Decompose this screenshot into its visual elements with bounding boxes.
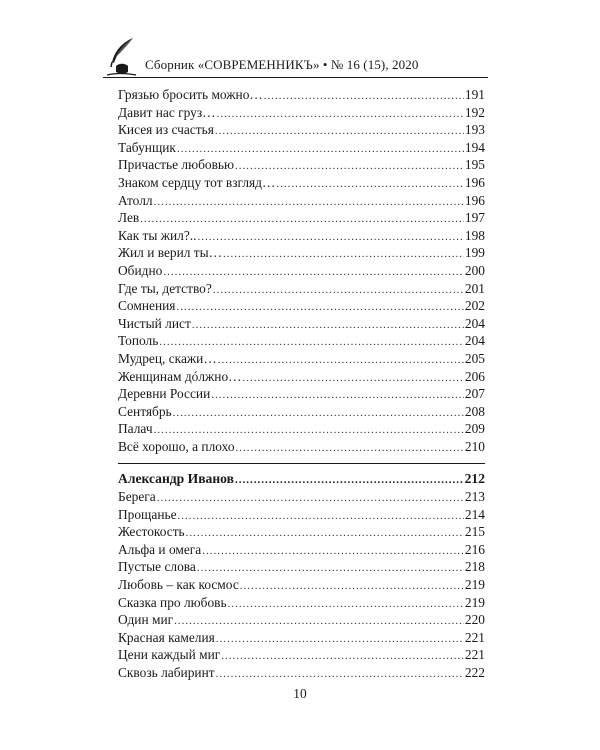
quill-inkwell-icon	[103, 36, 139, 76]
toc-entry-page: 218	[464, 559, 485, 575]
toc-entry-title: Пустые слова	[118, 559, 196, 575]
toc-entry-title: Сквозь лабиринт	[118, 665, 215, 680]
toc-entry-title: Атолл	[118, 192, 153, 208]
toc-entry-title: Любовь – как космос	[118, 577, 239, 593]
dot-leader	[157, 490, 464, 508]
dot-leader	[174, 613, 464, 631]
toc-entry-page: 221	[464, 647, 485, 663]
toc-entry[interactable]	[118, 664, 485, 682]
toc-entry-title: Жестокость	[118, 524, 185, 540]
toc-entry-title: Табунщик	[118, 139, 176, 155]
toc-entry-title: Грязью бросить можно…	[118, 87, 263, 102]
toc-entry[interactable]	[118, 209, 485, 227]
toc-entry-title: Где ты, детство?	[118, 280, 212, 296]
toc-entry-title: Цени каждый миг	[118, 647, 221, 663]
dot-leader	[211, 387, 464, 405]
toc-entry-page: 204	[464, 315, 485, 331]
toc-entry-page: 195	[464, 157, 485, 173]
toc-entry[interactable]	[118, 420, 485, 438]
toc-entry-title: Один миг	[118, 612, 174, 628]
toc-entry-page: 192	[464, 104, 485, 120]
dot-leader	[213, 282, 464, 300]
dot-leader	[202, 543, 464, 561]
toc-entry-page: 193	[464, 122, 485, 138]
dot-leader	[221, 648, 464, 666]
toc-entry-page: 196	[464, 174, 485, 190]
toc-entry-title: Обидно	[118, 262, 163, 278]
toc-entry-title: Сомнения	[118, 298, 176, 314]
toc-entry-page: 196	[464, 192, 485, 208]
dot-leader	[243, 370, 464, 388]
dot-leader	[217, 106, 464, 124]
toc-entry-title: Деревни России	[118, 386, 211, 402]
toc-entry-page: 208	[464, 403, 485, 419]
dot-leader	[235, 472, 464, 490]
toc-entry[interactable]	[118, 121, 485, 139]
toc-entry[interactable]	[118, 227, 485, 245]
toc-entry-page: 210	[464, 438, 485, 454]
dot-leader	[192, 317, 464, 335]
toc-entry-page: 200	[464, 262, 485, 278]
toc-entry-title: Берега	[118, 489, 156, 505]
dot-leader	[173, 405, 464, 423]
toc-entry-title: Прощанье	[118, 506, 177, 522]
toc-entry[interactable]	[118, 403, 485, 421]
toc-entry[interactable]	[118, 438, 485, 456]
toc-entry-page: 216	[464, 541, 485, 557]
toc-entry-title: Давит нас груз…	[118, 104, 216, 120]
dot-leader	[228, 596, 464, 614]
toc-entry[interactable]	[118, 541, 485, 559]
dot-leader	[223, 246, 464, 264]
toc-entry[interactable]	[118, 139, 485, 157]
toc-entry[interactable]	[118, 488, 485, 506]
toc-entry-page: 214	[464, 506, 485, 522]
toc-entry-page: 221	[464, 629, 485, 645]
toc-entry-title: Красная камелия	[118, 629, 215, 645]
toc-section-2	[118, 488, 485, 682]
dot-leader	[216, 666, 464, 684]
toc-entry-page: 199	[464, 245, 485, 261]
toc-entry-page: 201	[464, 280, 485, 296]
toc-entry-title: Лев	[118, 210, 140, 226]
table-of-contents	[118, 86, 485, 682]
toc-entry-page: 198	[464, 227, 485, 243]
toc-entry-page: 209	[464, 421, 485, 437]
toc-entry-page: 197	[464, 210, 485, 226]
toc-entry-page: 219	[464, 594, 485, 610]
page-number: 10	[293, 686, 307, 701]
author-name: Александр Иванов	[118, 471, 234, 487]
toc-entry[interactable]	[118, 350, 485, 368]
toc-entry-title: Как ты жил?..	[118, 227, 197, 243]
toc-entry[interactable]	[118, 332, 485, 350]
toc-entry-title: Знаком сердцу тот взгляд…	[118, 174, 276, 190]
toc-entry[interactable]	[118, 262, 485, 280]
toc-entry[interactable]	[118, 280, 485, 298]
toc-entry-title: Альфа и омега	[118, 541, 202, 557]
toc-entry[interactable]	[118, 192, 485, 210]
header-rule	[103, 77, 488, 78]
toc-entry-page: 215	[464, 524, 485, 540]
toc-entry-page: 222	[464, 665, 485, 680]
dot-leader	[154, 194, 464, 212]
toc-entry[interactable]	[118, 576, 485, 594]
section-divider	[118, 463, 485, 464]
dot-leader	[276, 176, 464, 194]
toc-entry-page: 213	[464, 489, 485, 505]
toc-entry[interactable]	[118, 315, 485, 333]
toc-entry[interactable]	[118, 385, 485, 403]
toc-entry-title: Причастье любовью	[118, 157, 235, 173]
toc-entry-page: 194	[464, 139, 485, 155]
dot-leader	[198, 229, 464, 247]
toc-entry-title: Мудрец, скажи…	[118, 350, 217, 366]
toc-entry[interactable]	[118, 104, 485, 122]
dot-leader	[264, 88, 464, 106]
toc-entry-title: Сказка про любовь	[118, 594, 227, 610]
toc-entry-page: 220	[464, 612, 485, 628]
running-header	[103, 36, 488, 78]
toc-entry-page: 207	[464, 386, 485, 402]
toc-entry-title: Жил и верил ты…	[118, 245, 223, 261]
toc-entry[interactable]	[118, 629, 485, 647]
toc-entry[interactable]	[118, 174, 485, 192]
toc-entry[interactable]	[118, 646, 485, 664]
toc-entry-page: 204	[464, 333, 485, 349]
toc-entry-title: Тополь	[118, 333, 159, 349]
dot-leader	[178, 508, 464, 526]
toc-entry[interactable]	[118, 611, 485, 629]
dot-leader	[216, 631, 464, 649]
dot-leader	[186, 525, 464, 543]
dot-leader	[236, 440, 464, 458]
toc-entry[interactable]	[118, 297, 485, 315]
toc-entry-page: 219	[464, 577, 485, 593]
toc-entry-title: Палач	[118, 421, 153, 437]
toc-entry-title: Кисея из счастья	[118, 122, 214, 138]
toc-entry-page: 205	[464, 350, 485, 366]
toc-entry[interactable]	[118, 156, 485, 174]
toc-entry-title: Женщинам дóлжно…	[118, 368, 242, 384]
toc-entry-title: Всё хорошо, а плохо	[118, 438, 235, 454]
toc-entry[interactable]	[118, 244, 485, 262]
toc-entry-title: Сентябрь	[118, 403, 172, 419]
toc-entry[interactable]	[118, 594, 485, 612]
author-page-number: 212	[464, 471, 485, 487]
toc-entry-page: 202	[464, 298, 485, 314]
toc-entry[interactable]	[118, 86, 485, 104]
toc-entry[interactable]	[118, 506, 485, 524]
toc-entry[interactable]	[118, 523, 485, 541]
toc-entry-page: 206	[464, 368, 485, 384]
dot-leader	[215, 123, 464, 141]
dot-leader	[218, 352, 464, 370]
dot-leader	[240, 578, 464, 596]
dot-leader	[176, 299, 463, 317]
toc-author-entry[interactable]	[118, 470, 485, 488]
toc-entry[interactable]	[118, 558, 485, 576]
toc-entry-title: Чистый лист	[118, 315, 191, 331]
toc-entry[interactable]	[118, 368, 485, 386]
toc-section-1	[118, 86, 485, 455]
toc-entry-page: 191	[464, 87, 485, 102]
header-title: Сборник «СОВРЕМЕННИКЪ» • № 16 (15), 2020	[145, 57, 419, 72]
